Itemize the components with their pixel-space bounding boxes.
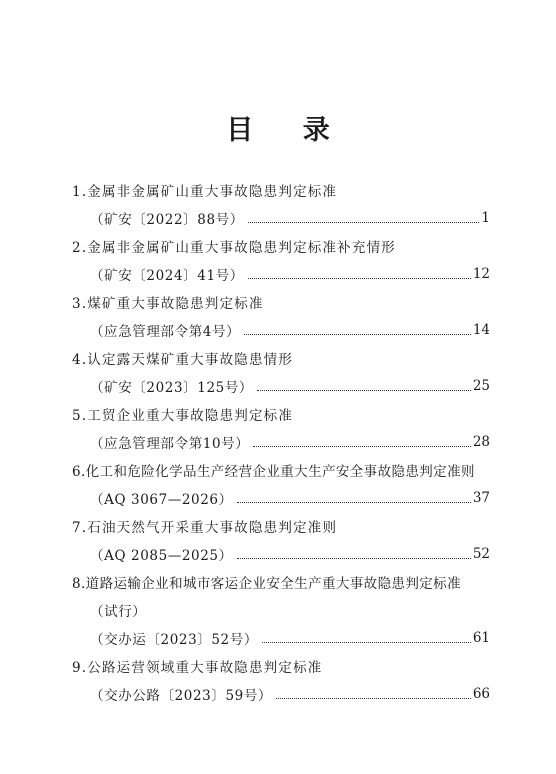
- toc-entry-9-doc-number: （交办公路〔2023〕59号）: [90, 688, 273, 704]
- toc-entry-4-page: 25: [472, 378, 490, 394]
- toc-entry-9-title[interactable]: 9.公路运营领域重大事故隐患判定标准: [72, 660, 323, 676]
- dot-leader: [248, 278, 471, 279]
- dot-leader: [248, 222, 480, 223]
- toc-entry-9-reference[interactable]: [72, 680, 490, 708]
- toc-entry-8-doc-number: （交办运〔2023〕52号）: [90, 632, 258, 648]
- toc-entry-4-reference[interactable]: [72, 372, 490, 400]
- toc-entry-8-reference[interactable]: [72, 624, 490, 652]
- toc-entry-7-page: 52: [472, 546, 490, 562]
- toc-entry-5-reference[interactable]: [72, 428, 490, 456]
- dot-leader: [237, 502, 471, 503]
- dot-leader: [276, 698, 471, 699]
- toc-entry-8-title-continued: （试行）: [90, 604, 147, 620]
- toc-entry-1-title[interactable]: 1.金属非金属矿山重大事故隐患判定标准: [72, 184, 338, 200]
- toc-entry-3-page: 14: [472, 322, 490, 338]
- dot-leader: [237, 558, 471, 559]
- table-of-contents: [72, 176, 490, 708]
- toc-entry-5-doc-number: （应急管理部令第10号）: [90, 436, 250, 452]
- toc-entry-2-doc-number: （矿安〔2024〕41号）: [90, 268, 244, 284]
- toc-entry-9-page: 66: [472, 686, 490, 702]
- toc-entry-8-page: 61: [472, 630, 490, 646]
- toc-entry-2-reference[interactable]: [72, 260, 490, 288]
- toc-entry-7-reference[interactable]: [72, 540, 490, 568]
- toc-entry-3-reference[interactable]: [72, 316, 490, 344]
- toc-entry-3-title[interactable]: 3.煤矿重大事故隐患判定标准: [72, 296, 264, 312]
- dot-leader: [257, 390, 471, 391]
- dot-leader: [244, 334, 471, 335]
- toc-entry-5-title[interactable]: 5.工贸企业重大事故隐患判定标准: [72, 408, 294, 424]
- page-title: 目 录: [226, 115, 350, 146]
- dot-leader: [253, 446, 470, 447]
- toc-entry-1-page: 1: [481, 210, 490, 226]
- toc-entry-3-doc-number: （应急管理部令第4号）: [90, 324, 241, 340]
- toc-entry-4-doc-number: （矿安〔2023〕125号）: [90, 380, 254, 396]
- dot-leader: [262, 642, 471, 643]
- toc-entry-7-doc-number: （AQ 2085—2025）: [90, 548, 233, 564]
- toc-entry-2-page: 12: [472, 266, 490, 282]
- toc-entry-6-doc-number: （AQ 3067—2026）: [90, 492, 233, 508]
- toc-entry-7-title[interactable]: 7.石油天然气开采重大事故隐患判定准则: [72, 520, 338, 536]
- toc-entry-6-title[interactable]: 6.化工和危险化学品生产经营企业重大生产安全事故隐患判定准则: [72, 464, 475, 480]
- toc-entry-6-reference[interactable]: [72, 484, 490, 512]
- toc-entry-1-reference[interactable]: [72, 204, 490, 232]
- toc-entry-1-doc-number: （矿安〔2022〕88号）: [90, 212, 244, 228]
- toc-entry-5-page: 28: [472, 434, 490, 450]
- toc-entry-2-title[interactable]: 2.金属非金属矿山重大事故隐患判定标准补充情形: [72, 240, 396, 256]
- toc-entry-6-page: 37: [472, 490, 490, 506]
- toc-entry-8-title[interactable]: 8.道路运输企业和城市客运企业安全生产重大事故隐患判定标准: [72, 576, 461, 592]
- toc-entry-4-title[interactable]: 4.认定露天煤矿重大事故隐患情形: [72, 352, 294, 368]
